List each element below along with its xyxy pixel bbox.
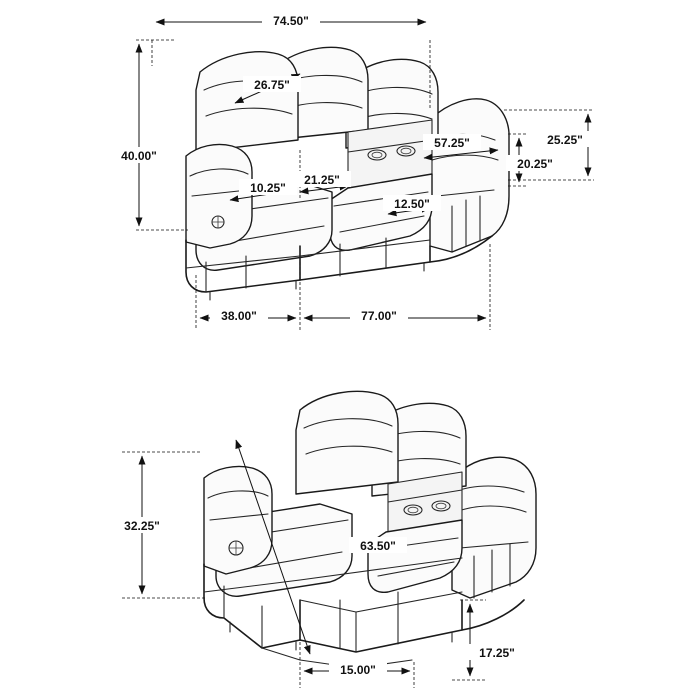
- dim-sofa-base-left: 38.00": [221, 309, 257, 323]
- dim-loveseat-height: 32.25": [124, 519, 160, 533]
- dim-sofa-seat-height: 40.00": [121, 149, 157, 163]
- dim-loveseat-diagonal: 63.50": [360, 539, 396, 553]
- dim-loveseat-seat-height: 17.25": [479, 646, 515, 660]
- dim-sofa-seat-width: 21.25": [304, 173, 340, 187]
- loveseat-illustration: [204, 391, 536, 668]
- dim-sofa-arm-width: 10.25": [250, 181, 286, 195]
- dim-sofa-console-dim: 57.25": [434, 136, 470, 150]
- dim-sofa-base-width: 77.00": [361, 309, 397, 323]
- dim-sofa-top-width: 74.50": [273, 14, 309, 28]
- dim-sofa-back-height: 26.75": [254, 78, 290, 92]
- dim-sofa-depth-top: 25.25": [547, 133, 583, 147]
- dim-loveseat-base: 15.00": [340, 663, 376, 677]
- dim-sofa-arm-height: 20.25": [517, 157, 553, 171]
- dim-sofa-console-width: 12.50": [394, 197, 430, 211]
